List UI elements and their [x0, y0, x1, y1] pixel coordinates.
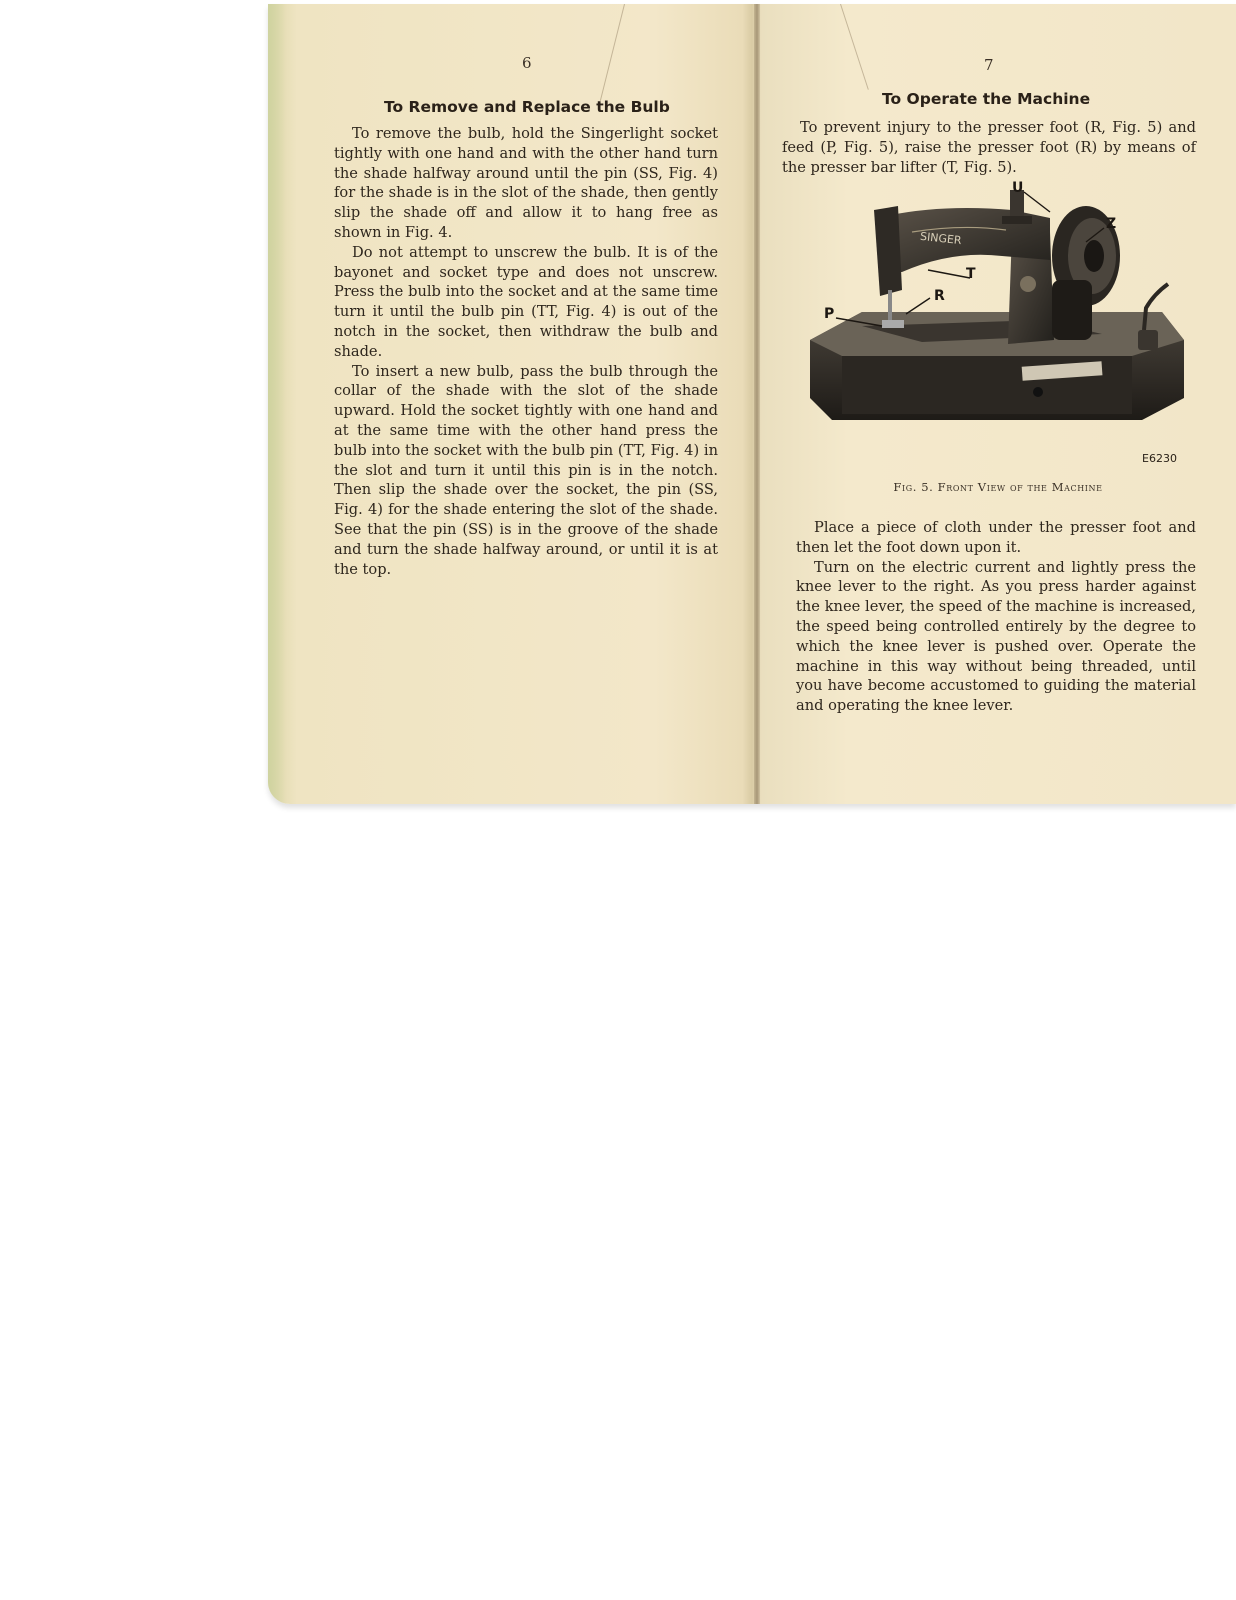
paragraph: To insert a new bulb, pass the bulb through the collar of the shade with the slot of the shade upward. Hold the socket tightly with one hand and at the same time with the other hand press the bulb into the socket with the bulb pin (TT, Fig. 4) in the slot and turn it until this pin is in the notch. Then slip the shade over the socket, the pin (SS, Fig. 4) for the shade entering the slot of the shade. See that the pin (SS) is in the groove of the shade and turn the shade halfway around, or until it is at the top.	[334, 362, 718, 578]
left-body-text	[334, 124, 718, 579]
sewing-machine-figure	[802, 180, 1198, 470]
figure-id: E6230	[1142, 452, 1177, 465]
page-number: 7	[984, 56, 994, 74]
intro-text	[782, 118, 1196, 177]
paragraph: To remove the bulb, hold the Singerlight socket tightly with one hand and with the other hand turn the shade halfway around until the pin (SS, Fig. 4) for the shade is in the slot of the shade, then gently slip the shade off and allow it to hang free as shown in Fig. 4.	[334, 125, 718, 241]
callout-u: U	[1012, 180, 1024, 196]
callout-t: T	[966, 266, 976, 282]
callout-r: R	[934, 288, 945, 304]
left-page	[268, 4, 758, 804]
section-heading: To Operate the Machine	[882, 90, 1091, 108]
paragraph: Turn on the electric current and lightly press the knee lever to the right. As you press harder against the knee lever, the speed of the machine is increased, the speed being controlled entirely by the degree to which the knee lever is pushed over. Operate the machine in this way without being threaded, until you have become accustomed to guiding the material and operating the knee lever.	[796, 558, 1196, 715]
sewing-machine-illustration	[802, 180, 1198, 470]
callout-z: Z	[1106, 216, 1117, 232]
paragraph: Do not attempt to unscrew the bulb. It is of the bayonet and socket type and does not unscrew. Press the bulb into the socket and at the same time turn it until the bulb pin (TT, Fig. 4) is out of the notch in the socket, then withdraw the bulb and shade.	[334, 243, 718, 360]
page-crease	[600, 4, 625, 101]
brand-decal: SINGER	[919, 229, 963, 248]
paragraph: Place a piece of cloth under the presser foot and then let the foot down upon it.	[796, 519, 1196, 556]
page-number: 6	[522, 54, 532, 72]
paragraph: To prevent injury to the presser foot (R, Fig. 5) and feed (P, Fig. 5), raise the presser foot (R) by means of the presser bar lifter (T, Fig. 5).	[782, 119, 1196, 176]
figure-caption: Fig. 5. Front View of the Machine	[893, 480, 1103, 494]
page-crease	[840, 4, 869, 90]
right-body-text	[796, 518, 1196, 716]
right-page	[760, 4, 1236, 804]
section-heading: To Remove and Replace the Bulb	[384, 98, 670, 116]
callout-p: P	[824, 306, 835, 322]
open-booklet-spread	[268, 4, 1236, 804]
